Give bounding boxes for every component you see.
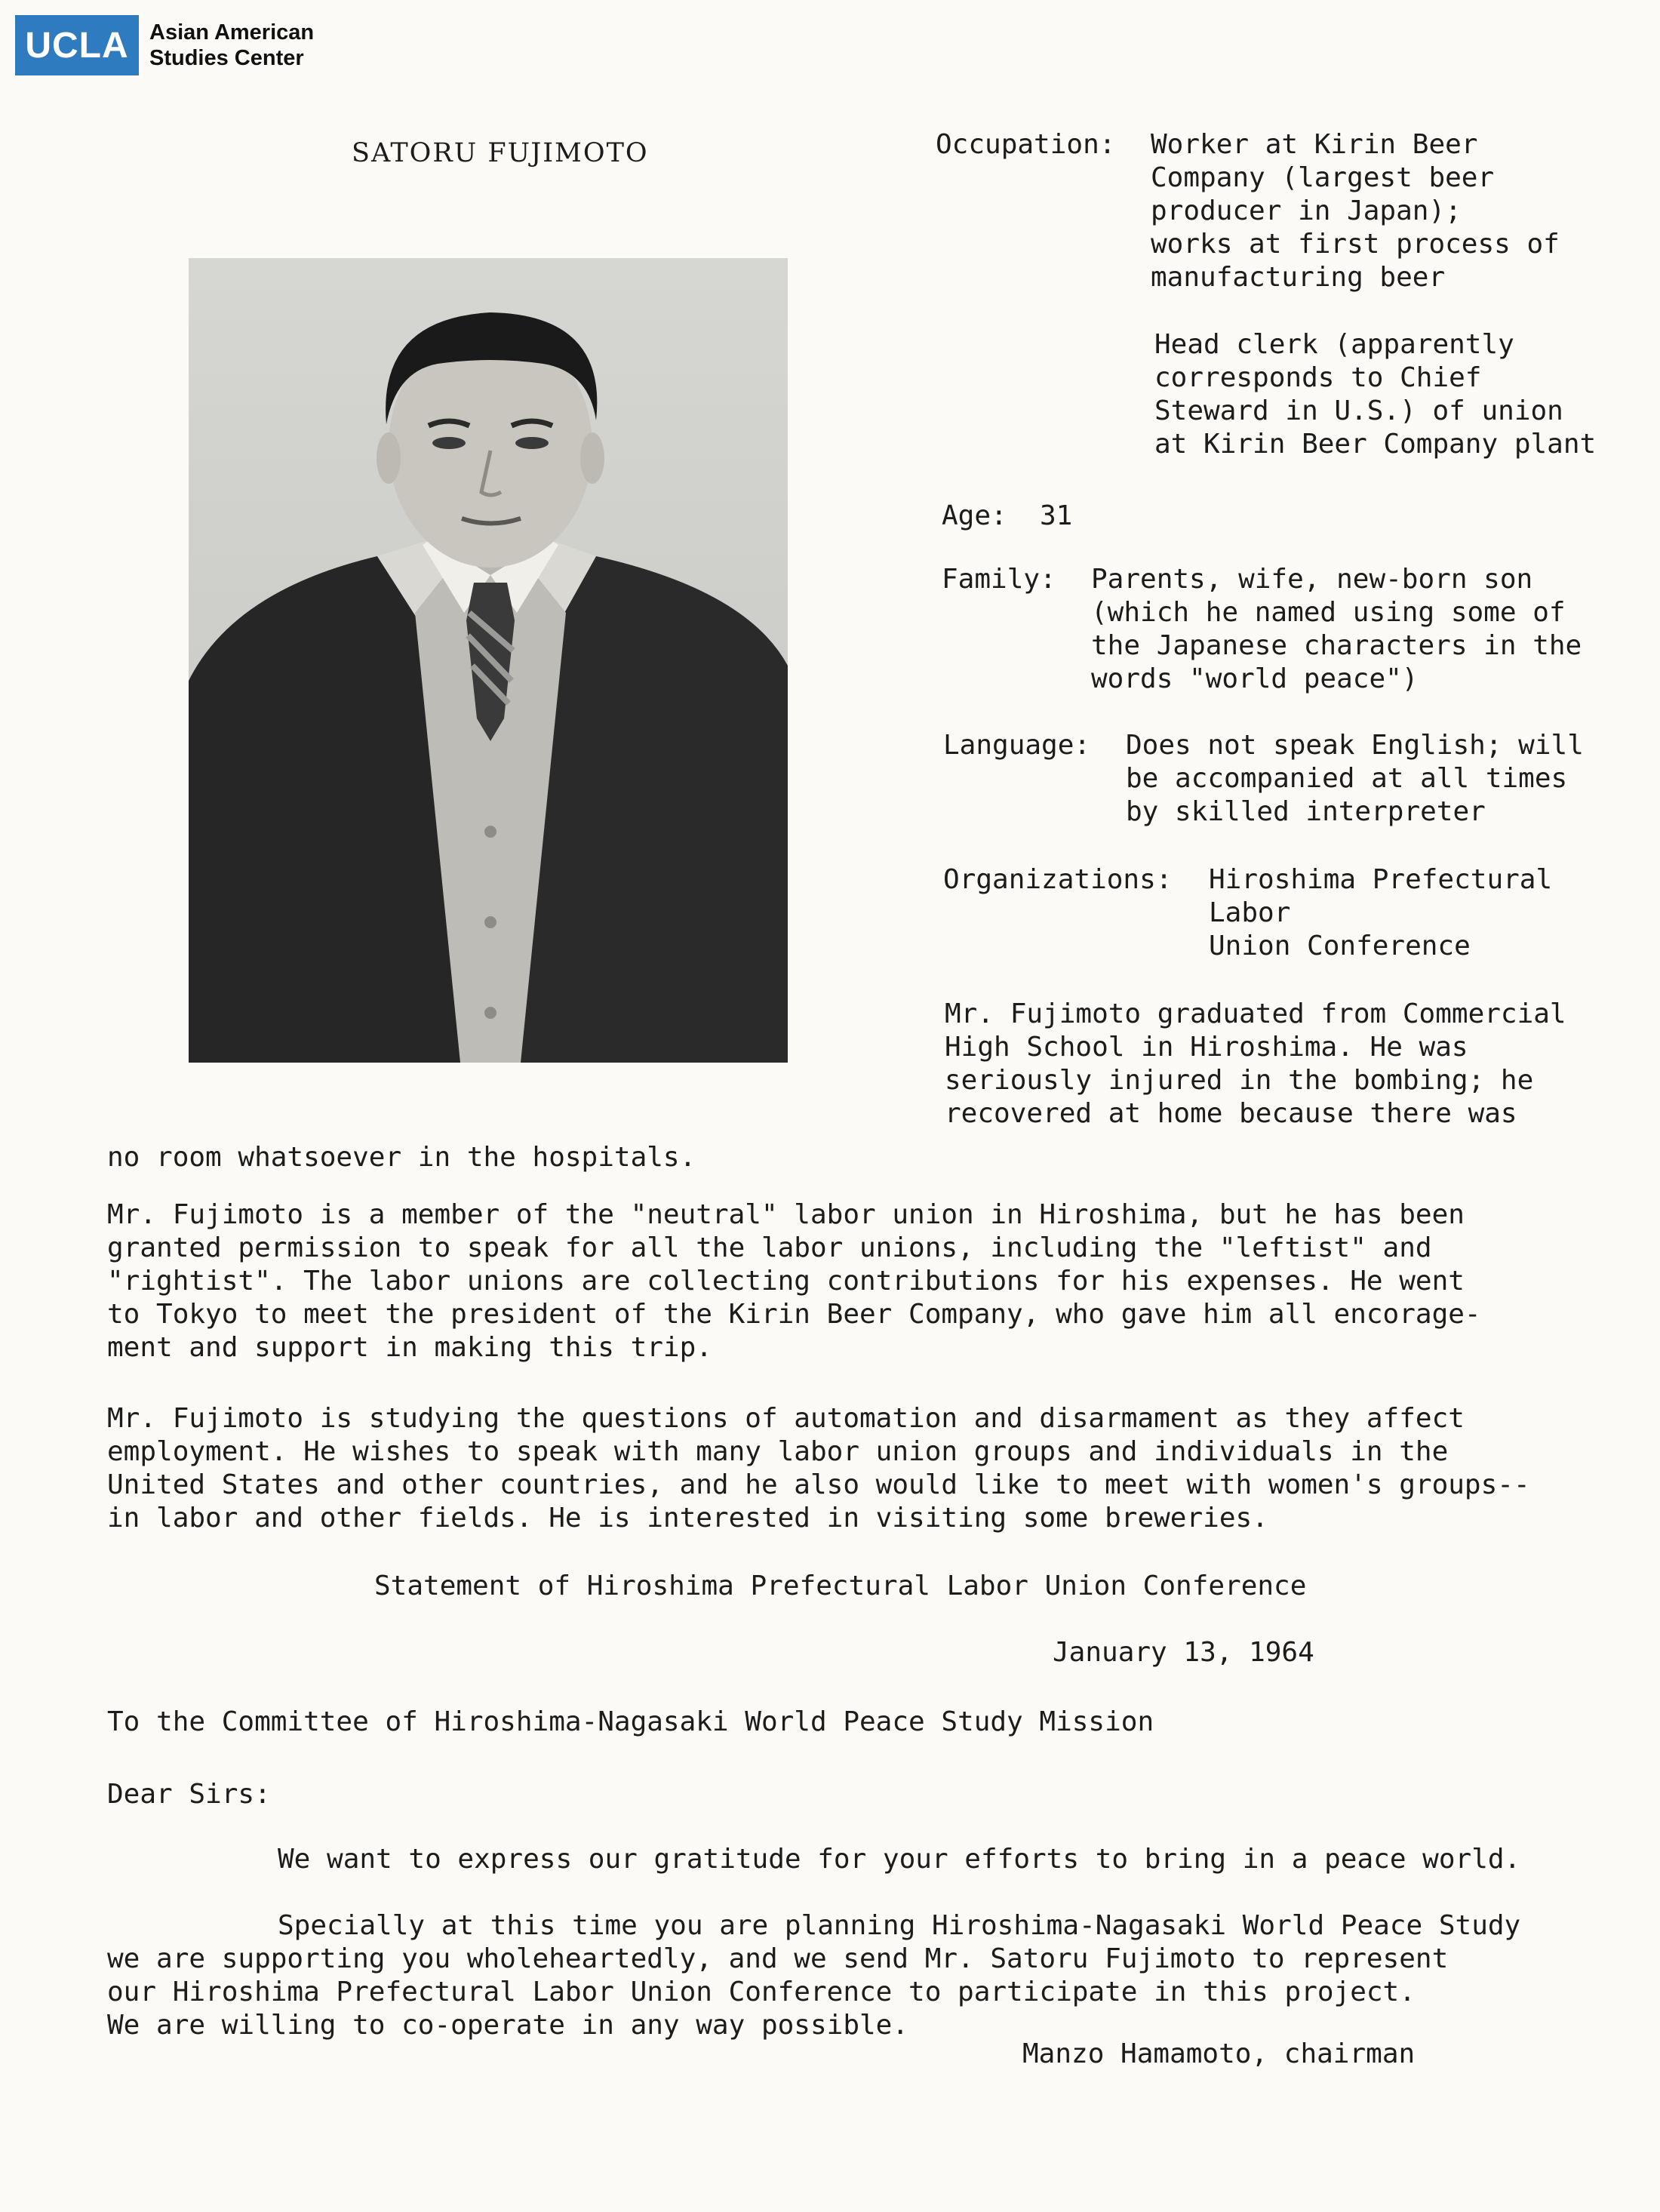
language-line: be accompanied at all times — [1126, 763, 1568, 794]
family-lines — [1091, 563, 1582, 696]
bio-line: United States and other countries, and he also would like to meet with women's groups-- — [107, 1469, 1530, 1500]
age-value: 31 — [1040, 500, 1073, 531]
bio-paragraph-1-continuation: no room whatsoever in the hospitals. — [107, 1142, 696, 1173]
statement-line: We are willing to co-operate in any way possible. — [107, 2010, 909, 2041]
occupation-line: Company (largest beer — [1151, 162, 1495, 193]
bio-line: ment and support in making this trip. — [107, 1332, 712, 1363]
bio-line: seriously injured in the bombing; he — [945, 1065, 1534, 1096]
bio-line: employment. He wishes to speak with many labor union groups and individuals in the — [107, 1436, 1449, 1467]
logo-line-2: Studies Center — [149, 46, 304, 70]
bio-line: granted permission to speak for all the labor unions, including the "leftist" and — [107, 1232, 1432, 1263]
statement-addressee: To the Committee of Hiroshima-Nagasaki World Peace Study Mission — [107, 1706, 1154, 1737]
language-lines — [1126, 729, 1584, 829]
statement-date: January 13, 1964 — [1053, 1637, 1314, 1668]
family-line: (which he named using some of — [1091, 597, 1566, 628]
bio-paragraph-1 — [945, 998, 1566, 1131]
bio-paragraph-2 — [107, 1198, 1481, 1364]
age-label: Age: — [942, 500, 1007, 531]
family-line: the Japanese characters in the — [1091, 630, 1582, 661]
language-line: Does not speak English; will — [1126, 730, 1584, 761]
statement-signature: Manzo Hamamoto, chairman — [1022, 2038, 1416, 2069]
ucla-logo-box: UCLA — [15, 15, 139, 75]
bio-line: Mr. Fujimoto is studying the questions of automation and disarmament as they affect — [107, 1403, 1465, 1434]
organizations-line: Hiroshima Prefectural — [1209, 864, 1553, 895]
occupation-line: manufacturing beer — [1151, 262, 1446, 293]
statement-paragraph-1: We want to express our gratitude for your efforts to bring in a peace world. — [278, 1844, 1521, 1875]
statement-line: our Hiroshima Prefectural Labor Union Conference to participate in this project. — [107, 1977, 1416, 2007]
bio-line: to Tokyo to meet the president of the Kirin Beer Company, who gave him all encorage- — [107, 1299, 1481, 1330]
ucla-aasc-logo — [15, 15, 314, 75]
occupation-role-lines — [1154, 328, 1596, 461]
logo-line-1: Asian American — [149, 20, 315, 45]
statement-line: Specially at this time you are planning Hiroshima-Nagasaki World Peace Study — [278, 1910, 1521, 1941]
occupation-line: works at first process of — [1151, 229, 1560, 260]
bio-line: Mr. Fujimoto is a member of the "neutral" labor union in Hiroshima, but he has been — [107, 1199, 1465, 1230]
organizations-lines — [1209, 863, 1552, 963]
family-line: words "world peace") — [1091, 663, 1419, 694]
occupation-line: producer in Japan); — [1151, 195, 1462, 226]
language-line: by skilled interpreter — [1126, 796, 1486, 827]
subject-name: SATORU FUJIMOTO — [352, 138, 649, 168]
occupation-role-line: Head clerk (apparently — [1154, 329, 1514, 360]
occupation-role-line: corresponds to Chief — [1154, 362, 1482, 393]
statement-paragraph-2 — [107, 1909, 1520, 2042]
organizations-line: Labor — [1209, 897, 1291, 928]
statement-line: we are supporting you wholeheartedly, and we send Mr. Satoru Fujimoto to represent — [107, 1943, 1449, 1974]
logo-center-name — [149, 20, 314, 71]
occupation-line: Worker at Kirin Beer — [1151, 129, 1478, 160]
statement-salutation: Dear Sirs: — [107, 1779, 271, 1810]
language-label: Language: — [943, 730, 1091, 761]
family-line: Parents, wife, new-born son — [1091, 564, 1533, 595]
occupation-lines — [1151, 128, 1560, 294]
bio-paragraph-3 — [107, 1402, 1530, 1535]
organizations-label: Organizations: — [943, 864, 1173, 895]
bio-line: Mr. Fujimoto graduated from Commercial — [945, 998, 1566, 1029]
organizations-line: Union Conference — [1209, 931, 1471, 961]
bio-line: "rightist". The labor unions are collecting contributions for his expenses. He went — [107, 1266, 1465, 1297]
portrait-photo — [189, 258, 788, 1063]
bio-line: recovered at home because there was — [945, 1098, 1517, 1129]
occupation-role-line: Steward in U.S.) of union — [1154, 395, 1563, 426]
portrait-illustration — [189, 258, 788, 1063]
bio-line: High School in Hiroshima. He was — [945, 1032, 1468, 1063]
occupation-label: Occupation: — [936, 129, 1116, 160]
bio-line: in labor and other fields. He is interested in visiting some breweries. — [107, 1503, 1268, 1534]
family-label: Family: — [942, 564, 1056, 595]
statement-title: Statement of Hiroshima Prefectural Labor Union Conference — [374, 1571, 1307, 1601]
occupation-role-line: at Kirin Beer Company plant — [1154, 429, 1597, 460]
